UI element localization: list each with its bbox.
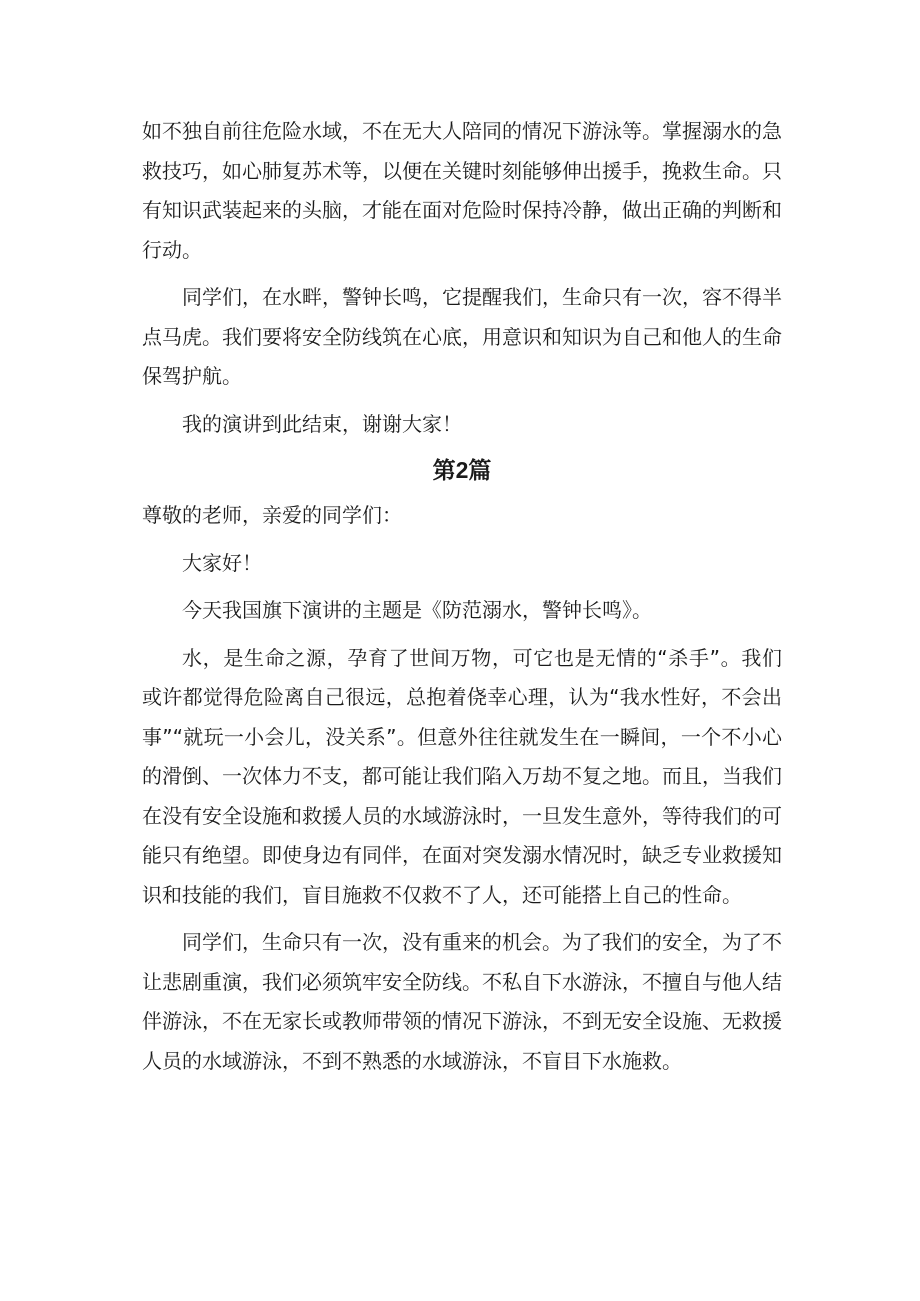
document-body [142,112,782,1089]
paragraph-warning: 同学们，在水畔，警钟长鸣，它提醒我们，生命只有一次，容不得半点马虎。我们要将安全防线筑在心底，用意识和知识为自己和他人的生命保驾护航。 [142,285,782,388]
paragraph-topic: 今天我国旗下演讲的主题是《防范溺水，警钟长鸣》。 [182,598,652,622]
salutation: 尊敬的老师，亲爱的同学们： [142,503,402,527]
paragraph-water-danger: 水，是生命之源，孕育了世间万物，可它也是无情的“杀手”。我们或许都觉得危险离自己很远，总抱着侥幸心理，认为“我水性好，不会出事”“就玩一小会儿，没关系”。但意外往往就发生在一瞬间，一个不小心的滑倒、一次体力不支，都可能让我们陷入万劫不复之地。而且，当我们在没有安全设施和救援人员的水域游泳时，一旦发生意外，等待我们的可能只有绝望。即使身边有同伴，在面对突发溺水情况时，缺乏专业救援知识和技能的我们，盲目施救不仅救不了人，还可能搭上自己的性命。 [142,645,782,907]
paragraph-greeting: 大家好！ [182,550,262,575]
paragraph-safety-rules: 同学们，生命只有一次，没有重来的机会。为了我们的安全，为了不让悲剧重演，我们必须筑牢安全防线。不私自下水游泳，不擅自与他人结伴游泳，不在无家长或教师带领的情况下游泳，不到无安全设施、无救援人员的水域游泳，不到不熟悉的水域游泳，不盲目下水施救。 [142,930,782,1073]
paragraph-continuation: 如不独自前往危险水域，不在无大人陪同的情况下游泳等。掌握溺水的急救技巧，如心肺复苏术等，以便在关键时刻能够伸出援手，挽救生命。只有知识武装起来的头脑，才能在面对危险时保持冷静，做出正确的判断和行动。 [142,119,782,262]
section-title: 第2篇 [432,457,492,483]
paragraph-closing: 我的演讲到此结束，谢谢大家！ [182,411,462,436]
